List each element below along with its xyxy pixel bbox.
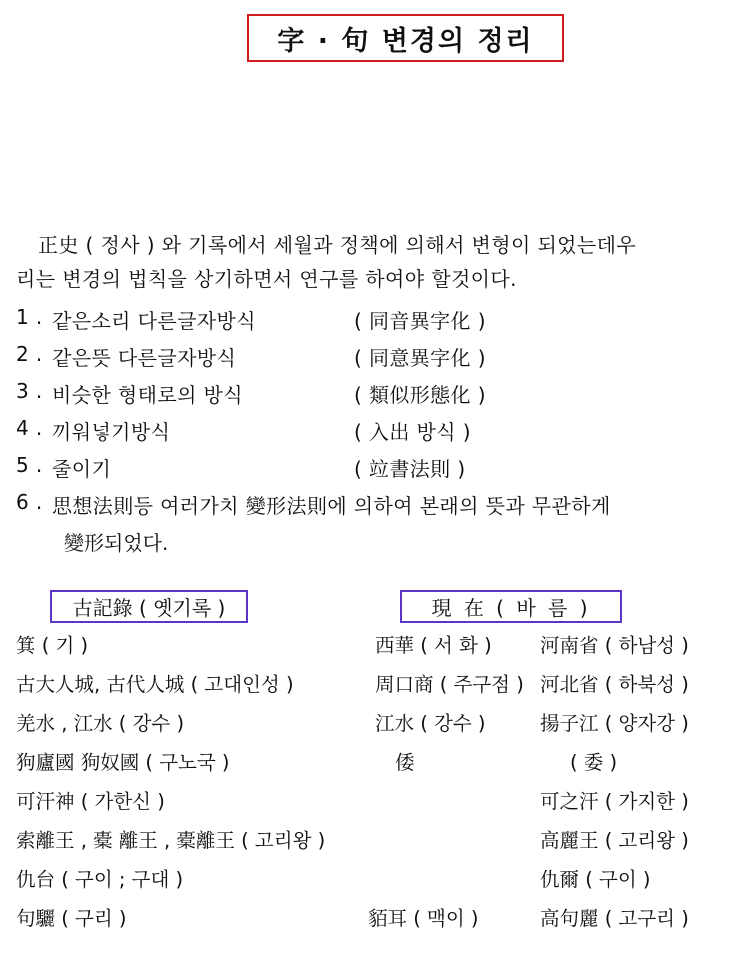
list-item-number: 4 . [16,416,43,440]
document-title-box [247,14,564,62]
list-item-korean: 끼워넣기방식 [52,420,171,444]
row-current: 可之汗 ( 가지한 ) [540,790,689,813]
list-item-number: 6 . [16,490,43,514]
list-item-hanja: ( 同意異字化 ) [354,346,486,370]
list-item-korean: 줄이기 [52,457,112,481]
numbered-list [16,305,732,564]
list-item-number: 1 . [16,305,43,329]
row-middle: 江水 ( 강수 ) [375,712,486,735]
table-row [0,864,747,903]
list-item-korean: 같은뜻 다른글자방식 [52,346,237,370]
table-row [0,903,747,942]
row-current: 揚子江 ( 양자강 ) [540,712,689,735]
row-middle: 周口商 ( 주구점 ) [375,673,524,696]
row-current: 高句麗 ( 고구리 ) [540,907,689,930]
row-current: 河北省 ( 하북성 ) [540,673,689,696]
list-item-hanja: ( 竝書法則 ) [354,457,466,481]
row-old-record: 句驪 ( 구리 ) [16,907,127,930]
intro-paragraph [16,228,732,296]
column-header-old-records-label: 古記錄 ( 옛기록 ) [72,596,226,620]
row-old-record: 古大人城, 古代人城 ( 고대인성 ) [16,673,294,696]
table-row [0,669,747,708]
row-current: 高麗王 ( 고리왕 ) [540,829,689,852]
comparison-table [0,630,747,942]
list-item-korean: 같은소리 다른글자방식 [52,309,256,333]
table-row [0,747,747,786]
list-item [16,490,732,527]
list-item [16,342,732,379]
table-row [0,630,747,669]
table-row [0,786,747,825]
list-item-hanja: ( 類似形態化 ) [354,383,486,407]
row-old-record: 可汗神 ( 가한신 ) [16,790,165,813]
row-old-record: 羌水 , 江水 ( 강수 ) [16,712,185,735]
list-item [16,416,732,453]
row-middle: 貊耳 ( 맥이 ) [368,907,479,930]
table-row [0,825,747,864]
intro-line-1: 正史 ( 정사 ) 와 기록에서 세월과 정책에 의해서 변형이 되었는데우 [38,233,637,257]
row-current: ( 委 ) [570,751,618,774]
column-header-current-label: 現 在 ( 바 름 ) [431,596,591,620]
row-old-record: 狗廬國 狗奴國 ( 구노국 ) [16,751,230,774]
list-item [16,453,732,490]
row-old-record: 箕 ( 기 ) [16,634,89,657]
list-item [16,305,732,342]
list-item-hanja: ( 同音異字化 ) [354,309,486,333]
list-item-hanja: ( 入出 방식 ) [354,420,471,444]
list-item-korean: 비슷한 형태로의 방식 [52,383,243,407]
column-header-current [400,590,622,623]
row-middle: 西華 ( 서 화 ) [375,634,492,657]
list-item [16,379,732,416]
table-row [0,708,747,747]
list-item-number: 2 . [16,342,43,366]
page-title: 字 · 句 변경의 정리 [277,25,534,57]
row-current: 河南省 ( 하남성 ) [540,634,689,657]
row-old-record: 仇台 ( 구이 ; 구대 ) [16,868,184,891]
intro-line-2: 리는 변경의 법칙을 상기하면서 연구를 하여야 할것이다. [16,267,517,291]
list-item-number: 3 . [16,379,43,403]
row-current: 仇爾 ( 구이 ) [540,868,651,891]
list-item-number: 5 . [16,453,43,477]
list-item-continuation [16,527,732,564]
row-old-record: 索離王 , 橐 離王 , 橐離王 ( 고리왕 ) [16,829,326,852]
list-item-text: 變形되었다. [64,531,169,555]
column-header-old-records [50,590,248,623]
row-middle: 倭 [395,751,415,774]
list-item-text: 思想法則등 여러가치 變形法則에 의하여 본래의 뜻과 무관하게 [52,494,611,518]
